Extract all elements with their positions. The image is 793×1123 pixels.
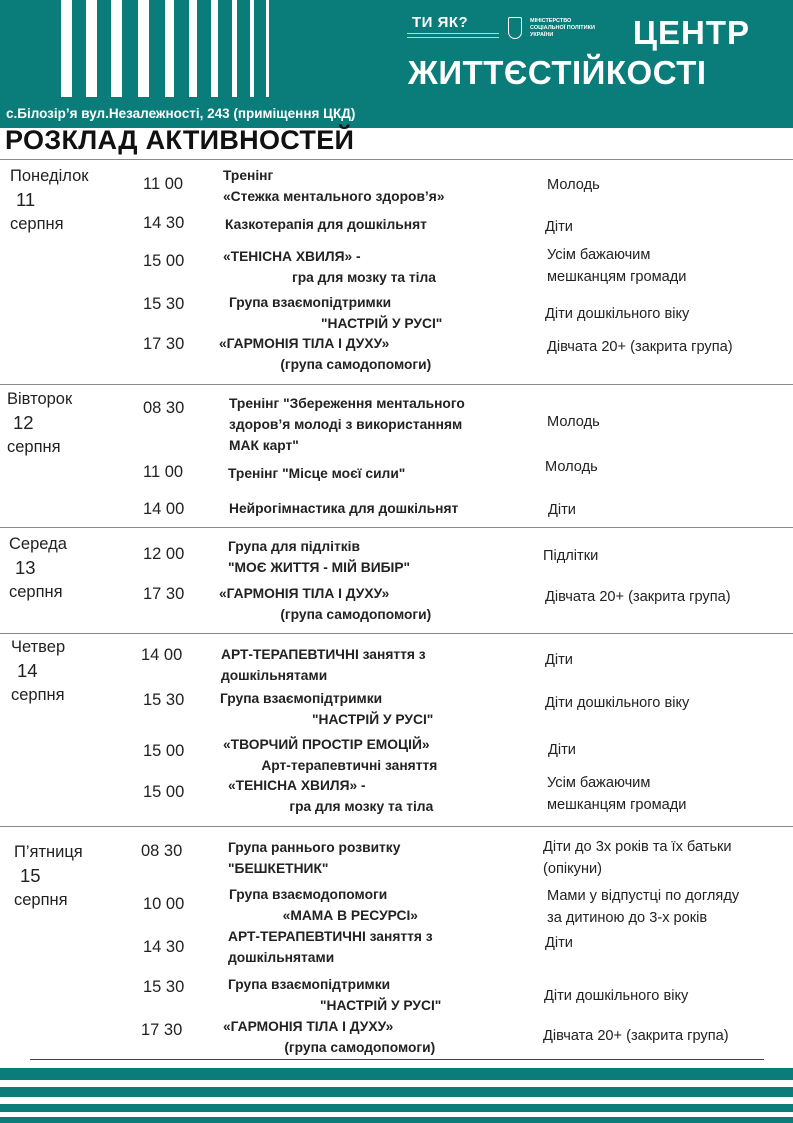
audience: Діти дошкільного віку — [544, 988, 689, 1004]
divider — [0, 159, 793, 160]
time-slot: 14 30 — [143, 214, 185, 232]
activity: «ТЕНІСНА ХВИЛЯ» - гра для мозку та тіла — [223, 249, 436, 285]
decor-stripe — [61, 0, 72, 97]
audience: Дівчата 20+ (закрита група) — [545, 589, 731, 605]
activity: «ГАРМОНІЯ ТІЛА І ДУХУ» (група самодопомоги) — [219, 586, 432, 622]
activity: Група раннього розвитку "БЕШКЕТНИК" — [228, 840, 401, 876]
day-month: серпня — [10, 215, 64, 233]
audience: Діти дошкільного віку — [545, 695, 690, 711]
audience: Діти — [548, 742, 576, 758]
audience: Молодь — [547, 177, 600, 193]
day-month: серпня — [9, 583, 63, 601]
time-slot: 14 00 — [143, 500, 185, 518]
footer-band — [0, 1068, 793, 1080]
decor-stripe — [266, 0, 269, 97]
activity: Група взаємопідтримки "НАСТРІЙ У РУСІ" — [220, 691, 434, 727]
time-slot: 15 30 — [143, 295, 185, 313]
activity: Тренінг "Місце моєї сили" — [228, 466, 406, 481]
audience: Мами у відпустці по догляду за дитиною до 3-х років — [547, 888, 740, 926]
audience: Дівчата 20+ (закрита група) — [547, 339, 733, 355]
time-slot: 11 00 — [143, 463, 184, 481]
decor-stripe — [232, 0, 237, 97]
audience: Діти — [545, 652, 573, 668]
time-slot: 15 30 — [143, 691, 185, 709]
centre-title-line2: ЖИТТЄСТІЙКОСТІ — [408, 54, 707, 91]
activity: Група для підлітків "МОЄ ЖИТТЯ - МІЙ ВИБІР" — [228, 539, 411, 575]
footer-band — [0, 1087, 793, 1097]
time-slot: 17 30 — [143, 335, 185, 353]
activity: Казкотерапія для дошкільнят — [225, 217, 427, 232]
day-month: серпня — [7, 438, 61, 456]
day-number: 13 — [15, 557, 36, 578]
time-slot: 17 30 — [141, 1021, 183, 1039]
day-label — [10, 164, 88, 236]
ti-yak-logo-underline — [407, 33, 499, 38]
centre-title-line1: ЦЕНТР — [632, 14, 750, 51]
time-slot: 15 30 — [143, 978, 185, 996]
decor-stripe — [189, 0, 197, 97]
decor-stripe — [211, 0, 218, 97]
time-slot: 11 00 — [143, 175, 184, 193]
decor-stripe — [250, 0, 254, 97]
day-name: Понеділок — [10, 167, 89, 185]
address: с.Білозір’я вул.Незалежності, 243 (приміщення ЦКД) — [6, 106, 356, 121]
day-label — [7, 387, 72, 459]
divider — [30, 1059, 764, 1060]
time-slot: 15 00 — [143, 252, 185, 270]
time-slot: 10 00 — [143, 895, 185, 913]
decor-stripe — [111, 0, 122, 97]
ministry-logo-text: МІНІСТЕРСТВО СОЦІАЛЬНОЇ ПОЛІТИКИ УКРАЇНИ — [530, 18, 595, 38]
activity: Тренінг "Збереження ментального здоров’я молоді з використанням МАК карт" — [229, 396, 465, 453]
audience: Молодь — [545, 459, 598, 475]
audience: Підлітки — [543, 548, 599, 564]
day-name: Четвер — [11, 638, 66, 656]
divider — [0, 826, 793, 827]
decor-stripe — [138, 0, 149, 97]
activity: Нейрогімнастика для дошкільнят — [229, 501, 459, 516]
activity: Група взаємодопомоги «МАМА В РЕСУРСІ» — [229, 887, 418, 923]
audience: Діти — [545, 219, 573, 235]
day-label — [11, 635, 65, 707]
activity: «ТЕНІСНА ХВИЛЯ» - гра для мозку та тіла — [228, 778, 434, 814]
day-number: 11 — [16, 189, 36, 210]
footer-band — [0, 1117, 793, 1123]
audience: Діти дошкільного віку — [545, 306, 690, 322]
header-banner — [0, 0, 793, 128]
page-title: РОЗКЛАД АКТИВНОСТЕЙ — [5, 125, 355, 155]
time-slot: 12 00 — [143, 545, 185, 563]
audience: Усім бажаючим мешканцям громади — [547, 247, 687, 285]
audience: Діти — [548, 502, 576, 518]
day-name: П’ятниця — [14, 843, 83, 861]
divider — [0, 527, 793, 528]
decor-stripe — [165, 0, 174, 97]
divider — [0, 633, 793, 634]
day-month: серпня — [14, 891, 68, 909]
day-number: 12 — [13, 412, 34, 433]
time-slot: 08 30 — [143, 399, 185, 417]
audience: Дівчата 20+ (закрита група) — [543, 1028, 729, 1044]
audience: Діти до 3х років та їх батьки (опікуни) — [543, 839, 732, 877]
time-slot: 14 00 — [141, 646, 183, 664]
day-month: серпня — [11, 686, 65, 704]
time-slot: 15 00 — [143, 783, 185, 801]
day-name: Вівторок — [7, 390, 73, 408]
activity: АРТ-ТЕРАПЕВТИЧНІ заняття з дошкільнятами — [221, 647, 426, 683]
time-slot: 15 00 — [143, 742, 185, 760]
time-slot: 08 30 — [141, 842, 183, 860]
activity: «ГАРМОНІЯ ТІЛА І ДУХУ» (група самодопомоги) — [223, 1019, 436, 1055]
trident-emblem-icon — [508, 17, 522, 39]
ti-yak-logo: ТИ ЯК? — [412, 14, 469, 31]
activity: Група взаємопідтримки "НАСТРІЙ У РУСІ" — [229, 295, 443, 331]
footer-band — [0, 1104, 793, 1112]
activity: «ТВОРЧИЙ ПРОСТІР ЕМОЦІЙ» Арт-терапевтичні заняття — [223, 737, 438, 773]
activity: «ГАРМОНІЯ ТІЛА І ДУХУ» (група самодопомоги) — [219, 336, 432, 372]
activity: Група взаємопідтримки "НАСТРІЙ У РУСІ" — [228, 977, 442, 1013]
day-label — [9, 532, 67, 604]
activity: Тренінг «Стежка ментального здоров’я» — [223, 168, 445, 204]
divider — [0, 384, 793, 385]
audience: Молодь — [547, 414, 600, 430]
activity: АРТ-ТЕРАПЕВТИЧНІ заняття з дошкільнятами — [228, 929, 433, 965]
decor-stripe — [86, 0, 97, 97]
audience: Діти — [545, 935, 573, 951]
day-name: Середа — [9, 535, 67, 553]
time-slot: 17 30 — [143, 585, 185, 603]
audience: Усім бажаючим мешканцям громади — [547, 775, 687, 813]
time-slot: 14 30 — [143, 938, 185, 956]
day-number: 15 — [20, 865, 41, 886]
day-number: 14 — [17, 660, 38, 681]
day-label — [14, 840, 83, 912]
